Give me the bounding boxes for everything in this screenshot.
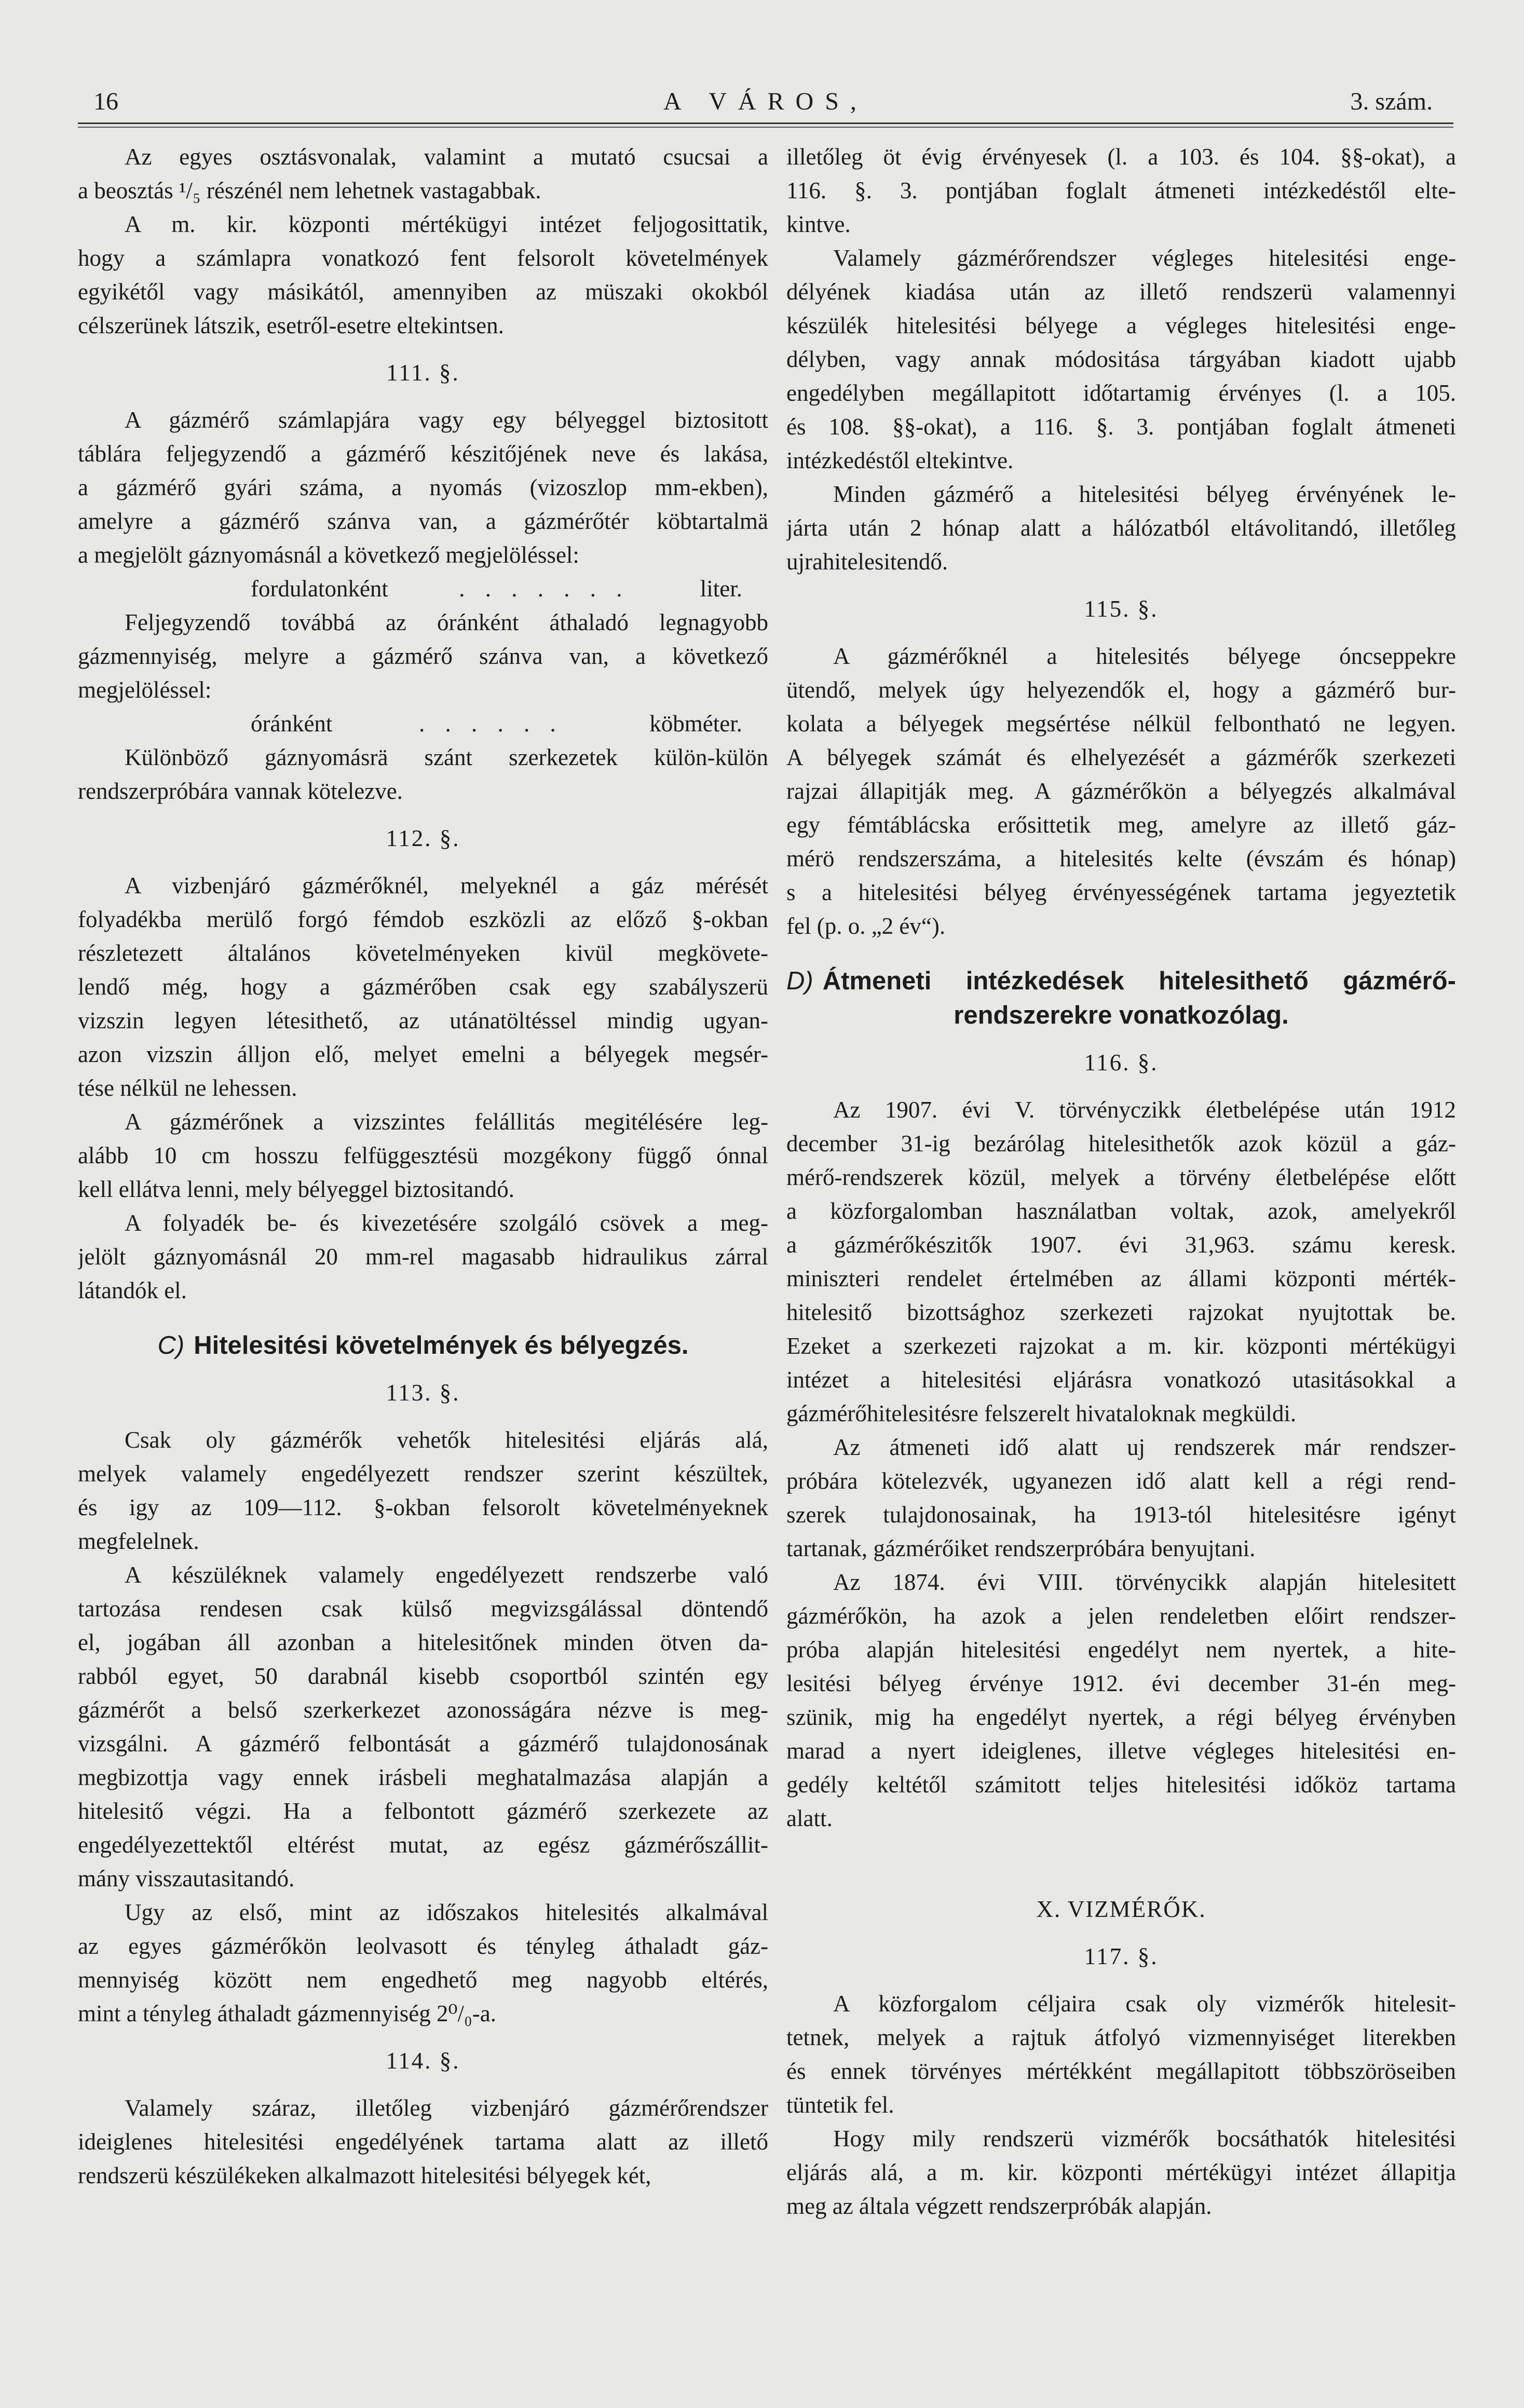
heading-text: Átmeneti intézkedések hitelesithető gázmérő- (822, 967, 1456, 995)
text-line: illetőleg öt évig érvényesek (l. a 103. és 104. §§-okat), a (786, 144, 1456, 170)
heading-line (78, 1328, 768, 1363)
text-line: Az egyes osztásvonalak, valamint a mutató csucsai a (125, 144, 768, 170)
running-header (78, 87, 1453, 118)
paragraph (78, 1206, 768, 1308)
paragraph (786, 1566, 1456, 1835)
paragraph (78, 208, 768, 343)
text-line: el, jogában áll azonban a hitelesitőnek minden ötven da- (78, 1629, 768, 1655)
notation-dots: . . . . . . (418, 711, 563, 737)
text-line: A gázmérőknél a hitelesités bélyege óncseppekre (833, 643, 1456, 669)
section-number: 111. §. (386, 360, 460, 386)
text-line: megbizottja vagy ennek irásbeli meghatalmazása alapján a (78, 1764, 768, 1790)
left-column (78, 140, 768, 2193)
text-line: látandók el. (78, 1277, 187, 1303)
text-line: lesitési bélyeg érvénye 1912. évi december 31-én meg- (786, 1670, 1456, 1696)
issue-number: 3. szám. (1350, 88, 1433, 115)
notation-unit: liter. (700, 576, 742, 602)
text-line: A készüléknek valamely engedélyezett rendszerbe való (125, 1562, 768, 1588)
text-line: készülék hitelesitési bélyege a végleges hitelesitési enge- (786, 312, 1456, 338)
text-line: mint a tényleg áthaladt gázmennyiség 2⁰/₀-a. (78, 2001, 496, 2026)
text-line: A m. kir. központi mértékügyi intézet feljogosittatik, (125, 211, 768, 237)
heading-letter: D) (786, 967, 813, 995)
paragraph (78, 606, 768, 707)
text-line: intézkedéstől eltekintve. (786, 447, 1014, 473)
text-line: tüntetik fel. (786, 2092, 894, 2118)
paragraph (78, 1105, 768, 1206)
paragraph (78, 2091, 768, 2193)
text-line: eljárás alá, a m. kir. központi mértékügyi intézet állapitja (786, 2159, 1456, 2185)
text-line: A folyadék be- és kivezetésére szolgáló csövek a meg- (125, 1210, 768, 1236)
paragraph (786, 640, 1456, 943)
notation-line (251, 572, 742, 606)
text-line: hogy a számlapra vonatkozó fent felsorolt követelmények (78, 245, 768, 271)
notation-dots: . . . . . . . (459, 576, 630, 602)
text-line: rendszerü készülékeken alkalmazott hitelesitési bélyegek két, (78, 2162, 651, 2188)
paragraph (78, 1558, 768, 1896)
text-line: engedélyezettektől eltérést mutat, az egész gázmérőszállit- (78, 1832, 768, 1858)
text-line: tése nélkül ne lehessen. (78, 1075, 297, 1101)
text-line: alább 10 cm hosszu felfüggesztésü mozgékony függő ónnal (78, 1142, 768, 1168)
text-line: gázmérőhitelesitésre felszerelt hivataloknak megküldi. (786, 1400, 1297, 1426)
text-line: miniszteri rendelet értelmében az állami központi mérték- (786, 1266, 1456, 1291)
text-line: Ugy az első, mint az időszakos hitelesités alkalmával (125, 1899, 768, 1925)
text-line: Különböző gáznyomásrä szánt szerkezetek külön-külön (125, 744, 768, 770)
journal-title: A VÁROS, (663, 88, 868, 115)
section-heading (786, 964, 1456, 1032)
text-line: folyadékba merülő forgó fémdob eszközli az előző §-okban (78, 906, 768, 932)
text-line: Csak oly gázmérők vehetők hitelesitési eljárás alá, (125, 1427, 768, 1453)
text-line: mérő-rendszerek közül, melyek a törvény életbelépése előtt (786, 1164, 1456, 1190)
paragraph (786, 1093, 1456, 1431)
text-line: mány visszautasitandó. (78, 1866, 295, 1892)
section-number: 114. §. (386, 2048, 460, 2074)
text-line: gázmennyiség, melyre a gázmérő szánva van, a következő (78, 643, 768, 669)
text-line: Az 1874. évi VIII. törvénycikk alapján hitelesitett (833, 1569, 1456, 1595)
section-number: 116. §. (1084, 1050, 1159, 1076)
heading-text: Hitelesitési követelmények és bélyegzés. (194, 1331, 689, 1359)
text-line: s a hitelesitési bélyeg érvényességének tartama jegyeztetik (786, 879, 1456, 905)
text-line: A bélyegek számát és elhelyezését a gázmérők szerkezeti (786, 744, 1456, 770)
section-number: 117. §. (1084, 1943, 1159, 1969)
text-line: 116. §. 3. pontjában foglalt átmeneti intézkedéstől elte- (786, 178, 1456, 203)
text-line: A vizbenjáró gázmérőknél, melyeknél a gáz mérését (125, 873, 768, 899)
text-line: Ezeket a szerkezeti rajzokat a m. kir. központi mértékügyi (786, 1333, 1456, 1359)
text-line: egyikétől vagy másikától, amennyiben az müszaki okokból (78, 279, 768, 305)
text-line: rendszerpróbára vannak kötelezve. (78, 778, 403, 804)
paragraph (78, 1896, 768, 2031)
paragraph (78, 140, 768, 208)
section-number: 112. §. (386, 825, 460, 851)
notation-label: óránként (251, 711, 333, 737)
text-line: tetnek, melyek a rajtuk átfolyó vizmennyiséget literekben (786, 2024, 1456, 2050)
paragraph (786, 2122, 1456, 2223)
text-line: táblára feljegyzendő a gázmérő készitőjének neve és lakása, (78, 441, 768, 467)
text-line: a beosztás ¹/₅ részénél nem lehetnek vastagabbak. (78, 178, 541, 203)
text-line: azon vizszin álljon elő, melyet emelni a bélyegek megsér- (78, 1041, 768, 1067)
text-line: szünik, mig ha engedélyt nyertek, a régi bélyeg érvényben (786, 1704, 1456, 1730)
right-column (786, 140, 1456, 2223)
text-line: Valamely gázmérőrendszer végleges hitelesitési enge- (833, 245, 1456, 271)
page-number: 16 (93, 88, 118, 115)
section-number: 113. §. (386, 1380, 460, 1406)
paragraph (786, 241, 1456, 478)
text-line: megfelelnek. (78, 1528, 199, 1554)
text-line: intézet a hitelesitési eljárásra vonatkozó utasitásokkal a (786, 1367, 1456, 1393)
paragraph (786, 1987, 1456, 2122)
chapter-title: X. VIZMÉRŐK. (1036, 1896, 1206, 1922)
text-line: jelölt gáznyomásnál 20 mm-rel magasabb hidraulikus zárral (78, 1244, 768, 1270)
paragraph (78, 403, 768, 572)
text-line: célszerünek látszik, esetről-esetre eltekintsen. (78, 312, 504, 338)
text-line: gedély keltétől számitott teljes hitelesitési időköz tartama (786, 1772, 1456, 1798)
paragraph (78, 869, 768, 1105)
text-line: gázmérőt a belső szerkerkezet azonosságára nézve is meg- (78, 1697, 768, 1723)
text-line: szerek tulajdonosainak, ha 1913-tól hitelesitésre igényt (786, 1502, 1456, 1528)
text-line: fel (p. o. „2 év“). (786, 913, 946, 939)
text-line: és 108. §§-okat), a 116. §. 3. pontjában foglalt átmeneti (786, 414, 1456, 440)
text-line: Valamely száraz, illetőleg vizbenjáró gázmérőrendszer (125, 2095, 768, 2121)
text-line: kell ellátva lenni, mely bélyeggel biztositandó. (78, 1176, 515, 1202)
text-line: Feljegyzendő továbbá az óránként áthaladó legnagyobb (125, 609, 768, 635)
text-line: hitelesitő bizottsághoz szerkezeti rajzokat nyujtottak be. (786, 1299, 1456, 1325)
text-line: Hogy mily rendszerü vizmérők bocsáthatók hitelesitési (833, 2126, 1456, 2152)
text-line: a közforgalomban használatban voltak, azok, amelyekről (786, 1198, 1456, 1224)
text-line: ideiglenes hitelesitési engedélyének tartama alatt az illető (78, 2129, 768, 2155)
text-line: tartanak, gázmérőiket rendszerpróbára benyujtani. (786, 1535, 1256, 1561)
text-line: ujrahitelesitendő. (786, 549, 948, 575)
header-rule-secondary (78, 127, 1453, 128)
text-line: a gázmérő gyári száma, a nyomás (vizoszlop mm-ekben), (78, 474, 768, 500)
heading-line (786, 964, 1456, 998)
text-line: próba alapján hitelesitési engedélyt nem nyertek, a hite- (786, 1637, 1456, 1663)
paragraph (786, 140, 1456, 241)
text-line: Az 1907. évi V. törvényczikk életbelépése után 1912 (833, 1097, 1456, 1123)
text-line: vizsgálni. A gázmérő felbontását a gázmérő tulajdonosának (78, 1731, 768, 1757)
text-line: A gázmérőnek a vizszintes felállitás megitélésére leg- (125, 1109, 768, 1135)
text-line: délyének kiadása után az illető rendszerü valamennyi (786, 279, 1456, 305)
text-line: rabból egyet, 50 darabnál kisebb csoportból szintén egy (78, 1663, 768, 1689)
text-line: egy fémtáblácska erősittetik meg, amelyre az illető gáz- (786, 812, 1456, 838)
text-line: próbára kötelezvék, ugyanezen idő alatt kell a régi rend- (786, 1468, 1456, 1494)
text-line: mérö rendszerszáma, a hitelesités kelte (évszám és hónap) (786, 846, 1456, 872)
section-heading (78, 1328, 768, 1363)
text-line: az egyes gázmérőkön leolvasott és tényleg áthaladt gáz- (78, 1933, 768, 1959)
text-line: és ennek törvényes mértékként megállapitott többszöröseiben (786, 2058, 1456, 2084)
text-line: tartozása rendesen csak külső megvizsgálással döntendő (78, 1596, 768, 1622)
text-line: kolata a bélyegek megsértése nélkül felbontható ne legyen. (786, 711, 1456, 737)
text-line: mennyiség között nem engedhető meg nagyobb eltérés, (78, 1967, 768, 1993)
notation-line (251, 707, 742, 741)
paragraph (786, 1431, 1456, 1566)
text-line: december 31-ig bezárólag hitelesithetők azok közül a gáz- (786, 1131, 1456, 1157)
paragraph (78, 1423, 768, 1558)
text-line: melyek valamely engedélyezett rendszer szerint készültek, (78, 1461, 768, 1487)
text-line: meg az általa végzett rendszerpróbák alapján. (786, 2193, 1212, 2219)
text-line: és igy az 109—112. §-okban felsorolt követelményeknek (78, 1494, 768, 1520)
text-line: kintve. (786, 211, 851, 237)
heading-line (786, 998, 1456, 1032)
text-line: járta után 2 hónap alatt a hálózatból eltávolitandó, illetőleg (786, 515, 1456, 541)
text-line: lendő még, hogy a gázmérőben csak egy szabályszerü (78, 974, 768, 1000)
paragraph (78, 741, 768, 808)
text-line: ütendő, melyek úgy helyezendők el, hogy a gázmérő bur- (786, 677, 1456, 703)
header-rule (78, 123, 1453, 124)
text-line: délyben, vagy annak módositása tárgyában kiadott ujabb (786, 346, 1456, 372)
text-line: részletezett általános követelményeken kivül megkövete- (78, 940, 768, 966)
text-line: A gázmérő számlapjára vagy egy bélyeggel biztositott (125, 407, 768, 433)
paragraph (786, 478, 1456, 579)
section-number: 115. §. (1084, 596, 1159, 622)
text-line: vizszin legyen létesithető, az utánatöltéssel mindig ugyan- (78, 1008, 768, 1033)
text-line: hitelesitő végzi. Ha a felbontott gázmérő szerkezete az (78, 1798, 768, 1824)
text-line: megjelöléssel: (78, 677, 212, 703)
text-line: rajzai állapitják meg. A gázmérőkön a bélyegzés alkalmával (786, 778, 1456, 804)
heading-letter: C) (157, 1331, 185, 1359)
text-line: A közforgalom céljaira csak oly vizmérők hitelesit- (833, 1991, 1456, 2017)
text-line: gázmérőkön, ha azok a jelen rendeletben előirt rendszer- (786, 1603, 1456, 1629)
text-line: Az átmeneti idő alatt uj rendszerek már rendszer- (833, 1434, 1456, 1460)
notation-label: fordulatonként (251, 576, 388, 602)
notation-unit: köbméter. (649, 711, 742, 737)
heading-text: rendszerekre vonatkozólag. (954, 1001, 1289, 1029)
text-line: a megjelölt gáznyomásnál a következő megjelöléssel: (78, 542, 579, 568)
text-line: Minden gázmérő a hitelesitési bélyeg érvényének le- (833, 481, 1456, 507)
text-line: marad a nyert ideiglenes, illetve végleges hitelesitési en- (786, 1738, 1456, 1764)
text-line: engedélyben megállapitott időtartamig érvényes (l. a 105. (786, 380, 1456, 406)
text-line: a gázmérőkészitők 1907. évi 31,963. számu keresk. (786, 1232, 1456, 1258)
text-line: amelyre a gázmérő szánva van, a gázmérőtér köbtartalmä (78, 508, 768, 534)
text-line: alatt. (786, 1805, 833, 1831)
